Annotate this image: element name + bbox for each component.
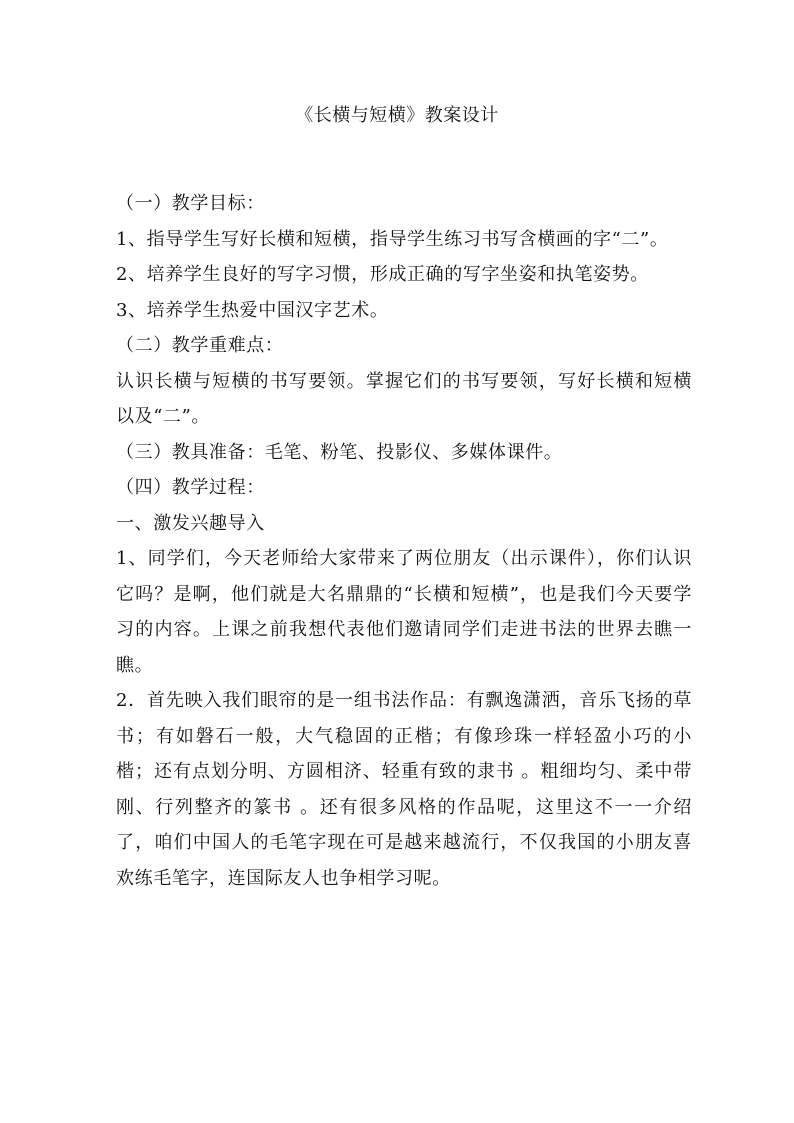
process-paragraph-1: 1、同学们，今天老师给大家带来了两位朋友（出示课件），你们认识它吗？是啊，他们就是大名鼎鼎的“长横和短横”，也是我们今天要学习的内容。上课之前我想代表他们邀请同学们走进书法的世界去瞧一瞧。 xyxy=(116,548,692,676)
section-heading-materials: （三）教具准备：毛笔、粉笔、投影仪、多媒体课件。 xyxy=(116,441,563,463)
objective-item-3: 3、培养学生热爱中国汉字艺术。 xyxy=(116,299,389,321)
key-points-text: 认识长横与短横的书写要领。掌握它们的书写要领，写好长横和短横以及“二”。 xyxy=(116,370,692,427)
process-paragraph-2: 2．首先映入我们眼帘的是一组书法作品：有飘逸潇洒，音乐飞扬的草书；有如磐石一般，大气稳固的正楷；有像珍珠一样轻盈小巧的小楷；还有点划分明、方圆相济、轻重有致的隶书 。粗细均匀、柔中带刚、行列整齐的篆书 。还有很多风格的作品呢，这里这不一一介绍了，咱们中国人的毛笔字现在可是越来越流行，不仅我国的小朋友喜欢练毛笔字，连国际友人也争相学习呢。 xyxy=(116,690,692,889)
objective-item-1: 1、指导学生写好长横和短横，指导学生练习书写含横画的字“二”。 xyxy=(116,228,669,250)
section-heading-objectives: （一）教学目标： xyxy=(116,193,265,214)
subsection-heading-intro: 一、激发兴趣导入 xyxy=(116,512,265,534)
document-body xyxy=(116,186,692,896)
section-heading-process: （四）教学过程： xyxy=(116,477,265,498)
document-title: 《长横与短横》教案设计 xyxy=(295,105,499,126)
objective-item-2: 2、培养学生良好的写字习惯，形成正确的写字坐姿和执笔姿势。 xyxy=(116,264,649,285)
section-heading-key-points: （二）教学重难点： xyxy=(116,335,284,356)
